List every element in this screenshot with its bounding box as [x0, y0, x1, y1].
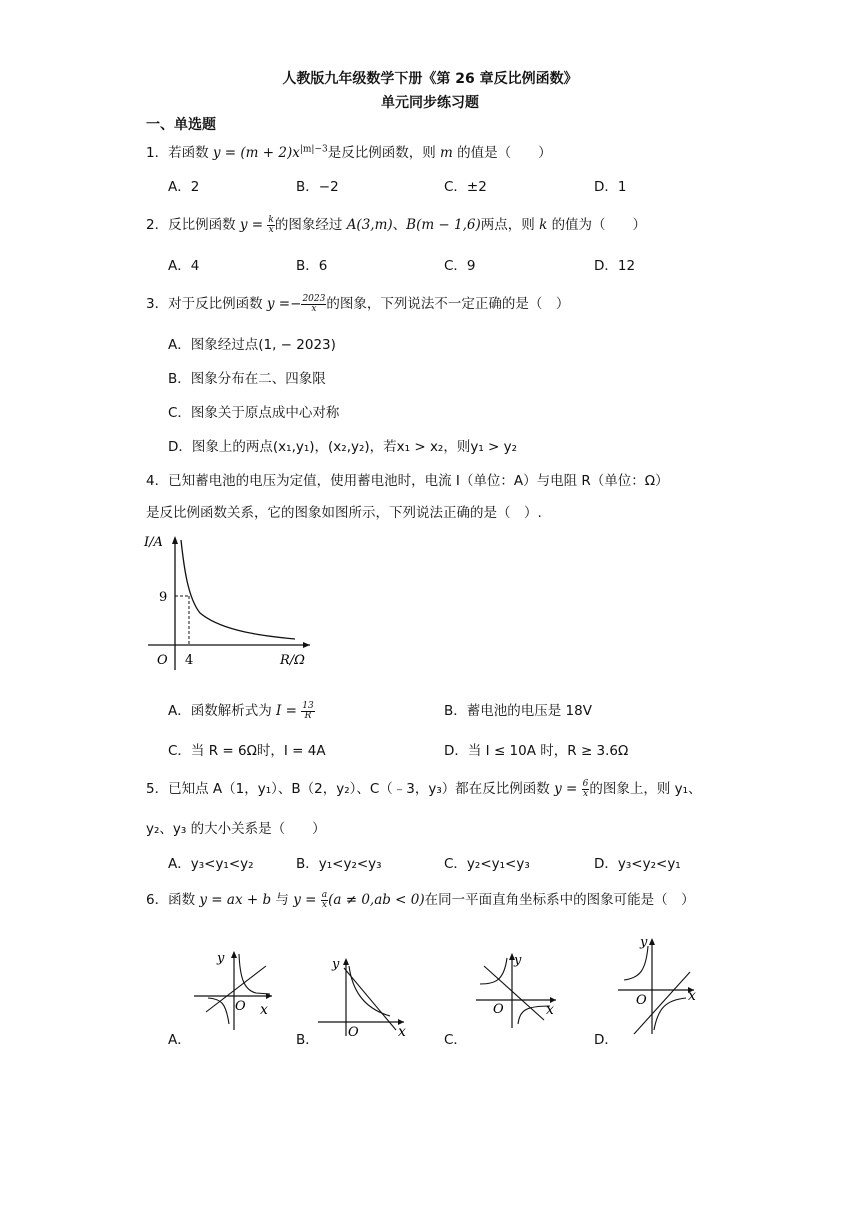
- x-axis-label: R/Ω: [280, 653, 305, 668]
- x-tick-label: 4: [185, 653, 194, 668]
- y-axis-label: y: [514, 953, 522, 968]
- point-b: B(m − 1,6): [406, 217, 481, 233]
- fraction: $\frac{13}{R}$: [302, 700, 314, 721]
- option-c: C．±2: [444, 179, 487, 195]
- current-resistance-graph: [140, 528, 316, 676]
- option-b: B．y₁<y₂<y₃: [296, 856, 382, 872]
- origin-label: O: [636, 993, 647, 1008]
- fraction: $\frac{2023}{x}$: [302, 293, 326, 314]
- option-a: A．图象经过点(1, − 2023): [168, 337, 336, 353]
- question-number: 4．: [146, 473, 169, 489]
- question-3: 3．对于反比例函数 y =− $\frac{2023}{x}$ 的图象，下列说法不一定正确的是（ ）: [146, 293, 570, 314]
- hyperbola-branch-1: [239, 954, 270, 994]
- hyperbola-branch-1: [624, 946, 648, 980]
- option-b: B．6: [296, 258, 328, 274]
- option-d: D．y₃<y₂<y₁: [594, 856, 681, 872]
- question-number: 3．: [146, 296, 169, 312]
- x-axis-label: x: [398, 1024, 406, 1040]
- option-d: D．12: [594, 258, 636, 274]
- x-axis-label: x: [688, 988, 696, 1004]
- fraction: $\frac{6}{x}$: [582, 778, 589, 799]
- point-a: A(3,m): [346, 217, 393, 233]
- y-axis-label: y: [217, 951, 225, 966]
- option-c: C．: [444, 1032, 467, 1048]
- y-axis-arrow: [649, 938, 655, 945]
- fraction: $\frac{k}{x}$: [268, 214, 274, 235]
- question-5-line-2: y₂、y₃ 的大小关系是（ ）: [146, 821, 326, 837]
- option-d: D．1: [594, 179, 627, 195]
- origin-label: O: [493, 1002, 504, 1017]
- question-2: 2．反比例函数 y = $\frac{k}{x}$ 的图象经过 A(3,m)、B(m − 1,6)两点，则 k 的值为（ ）: [146, 214, 647, 235]
- question-5-line-1: 5．已知点 A（1，y₁）、B（2，y₂）、C（﹣3，y₃）都在反比例函数 y = $\frac{6}{x}$ 的图象上，则 y₁、: [146, 778, 702, 799]
- option-a: A．y₃<y₁<y₂: [168, 856, 254, 872]
- x-axis-label: x: [546, 1002, 554, 1018]
- hyperbola-branch-1: [480, 958, 507, 984]
- option-b: B．蓄电池的电压是 18V: [444, 703, 592, 719]
- question-number: 6．: [146, 892, 169, 908]
- option-b: B．: [296, 1032, 319, 1048]
- graph-option-d: [614, 930, 704, 1038]
- option-a: A．2: [168, 179, 200, 195]
- worksheet-title: 人教版九年级数学下册《第 26 章反比例函数》: [282, 71, 578, 87]
- option-d: D．当 I ≤ 10A 时，R ≥ 3.6Ω: [444, 743, 629, 759]
- origin-label: O: [235, 999, 246, 1014]
- question-4-line-1: 4．已知蓄电池的电压为定值，使用蓄电池时，电流 I（单位：A）与电阻 R（单位：Ω）: [146, 473, 669, 489]
- y-axis-label: I/A: [144, 535, 163, 550]
- x-axis-arrow: [303, 642, 310, 648]
- question-number: 1．: [146, 145, 169, 161]
- y-axis-arrow: [231, 951, 237, 958]
- fraction: $\frac{a}{x}$: [321, 889, 328, 910]
- hyperbola-branch: [349, 966, 390, 1016]
- graph-option-c: [472, 950, 566, 1030]
- graph-option-a: [190, 948, 284, 1032]
- formula: y = (m + 2)x: [212, 145, 300, 161]
- question-1: 1．若函数 $y = (m + 2)x^{|m|-3}$是反比例函数，则 m 的值是（ ）: [146, 144, 552, 161]
- option-a: A．4: [168, 258, 200, 274]
- worksheet-subtitle: 单元同步练习题: [381, 95, 479, 111]
- y-axis-arrow: [172, 536, 178, 544]
- option-d: D．: [594, 1032, 618, 1048]
- y-tick-label: 9: [159, 590, 168, 605]
- hyperbola-curve: [181, 540, 295, 639]
- question-number: 2．: [146, 217, 169, 233]
- y-axis-label: y: [332, 957, 340, 972]
- origin-label: O: [157, 653, 168, 668]
- x-axis-label: x: [260, 1002, 268, 1018]
- hyperbola-branch-2: [654, 998, 686, 1030]
- option-c: C．y₂<y₁<y₃: [444, 856, 530, 872]
- option-c: C．当 R = 6Ω时，I = 4A: [168, 743, 326, 759]
- section-heading: 一、单选题: [146, 117, 216, 133]
- y-axis-label: y: [640, 935, 648, 950]
- formula-exponent: |m|−3: [299, 144, 328, 155]
- question-4-line-2: 是反比例函数关系，它的图象如图所示，下列说法正确的是（ ）.: [146, 505, 542, 521]
- option-b: B．图象分布在二、四象限: [168, 371, 326, 387]
- question-number: 5．: [146, 781, 169, 797]
- option-a: A．: [168, 1032, 191, 1048]
- option-c: C．图象关于原点成中心对称: [168, 405, 340, 421]
- option-a: A．函数解析式为 I = $\frac{13}{R}$: [168, 700, 314, 721]
- option-b: B．−2: [296, 179, 339, 195]
- origin-label: O: [348, 1025, 359, 1040]
- option-d: D．图象上的两点(x₁,y₁)，(x₂,y₂)，若x₁ > x₂，则y₁ > y₂: [168, 439, 518, 455]
- question-6: 6．函数 y = ax + b 与 y = $\frac{a}{x}$ (a ≠ 0,ab < 0)在同一平面直角坐标系中的图象可能是（ ）: [146, 889, 695, 910]
- graph-option-b: [316, 948, 416, 1040]
- y-axis-arrow: [343, 958, 349, 965]
- option-c: C．9: [444, 258, 476, 274]
